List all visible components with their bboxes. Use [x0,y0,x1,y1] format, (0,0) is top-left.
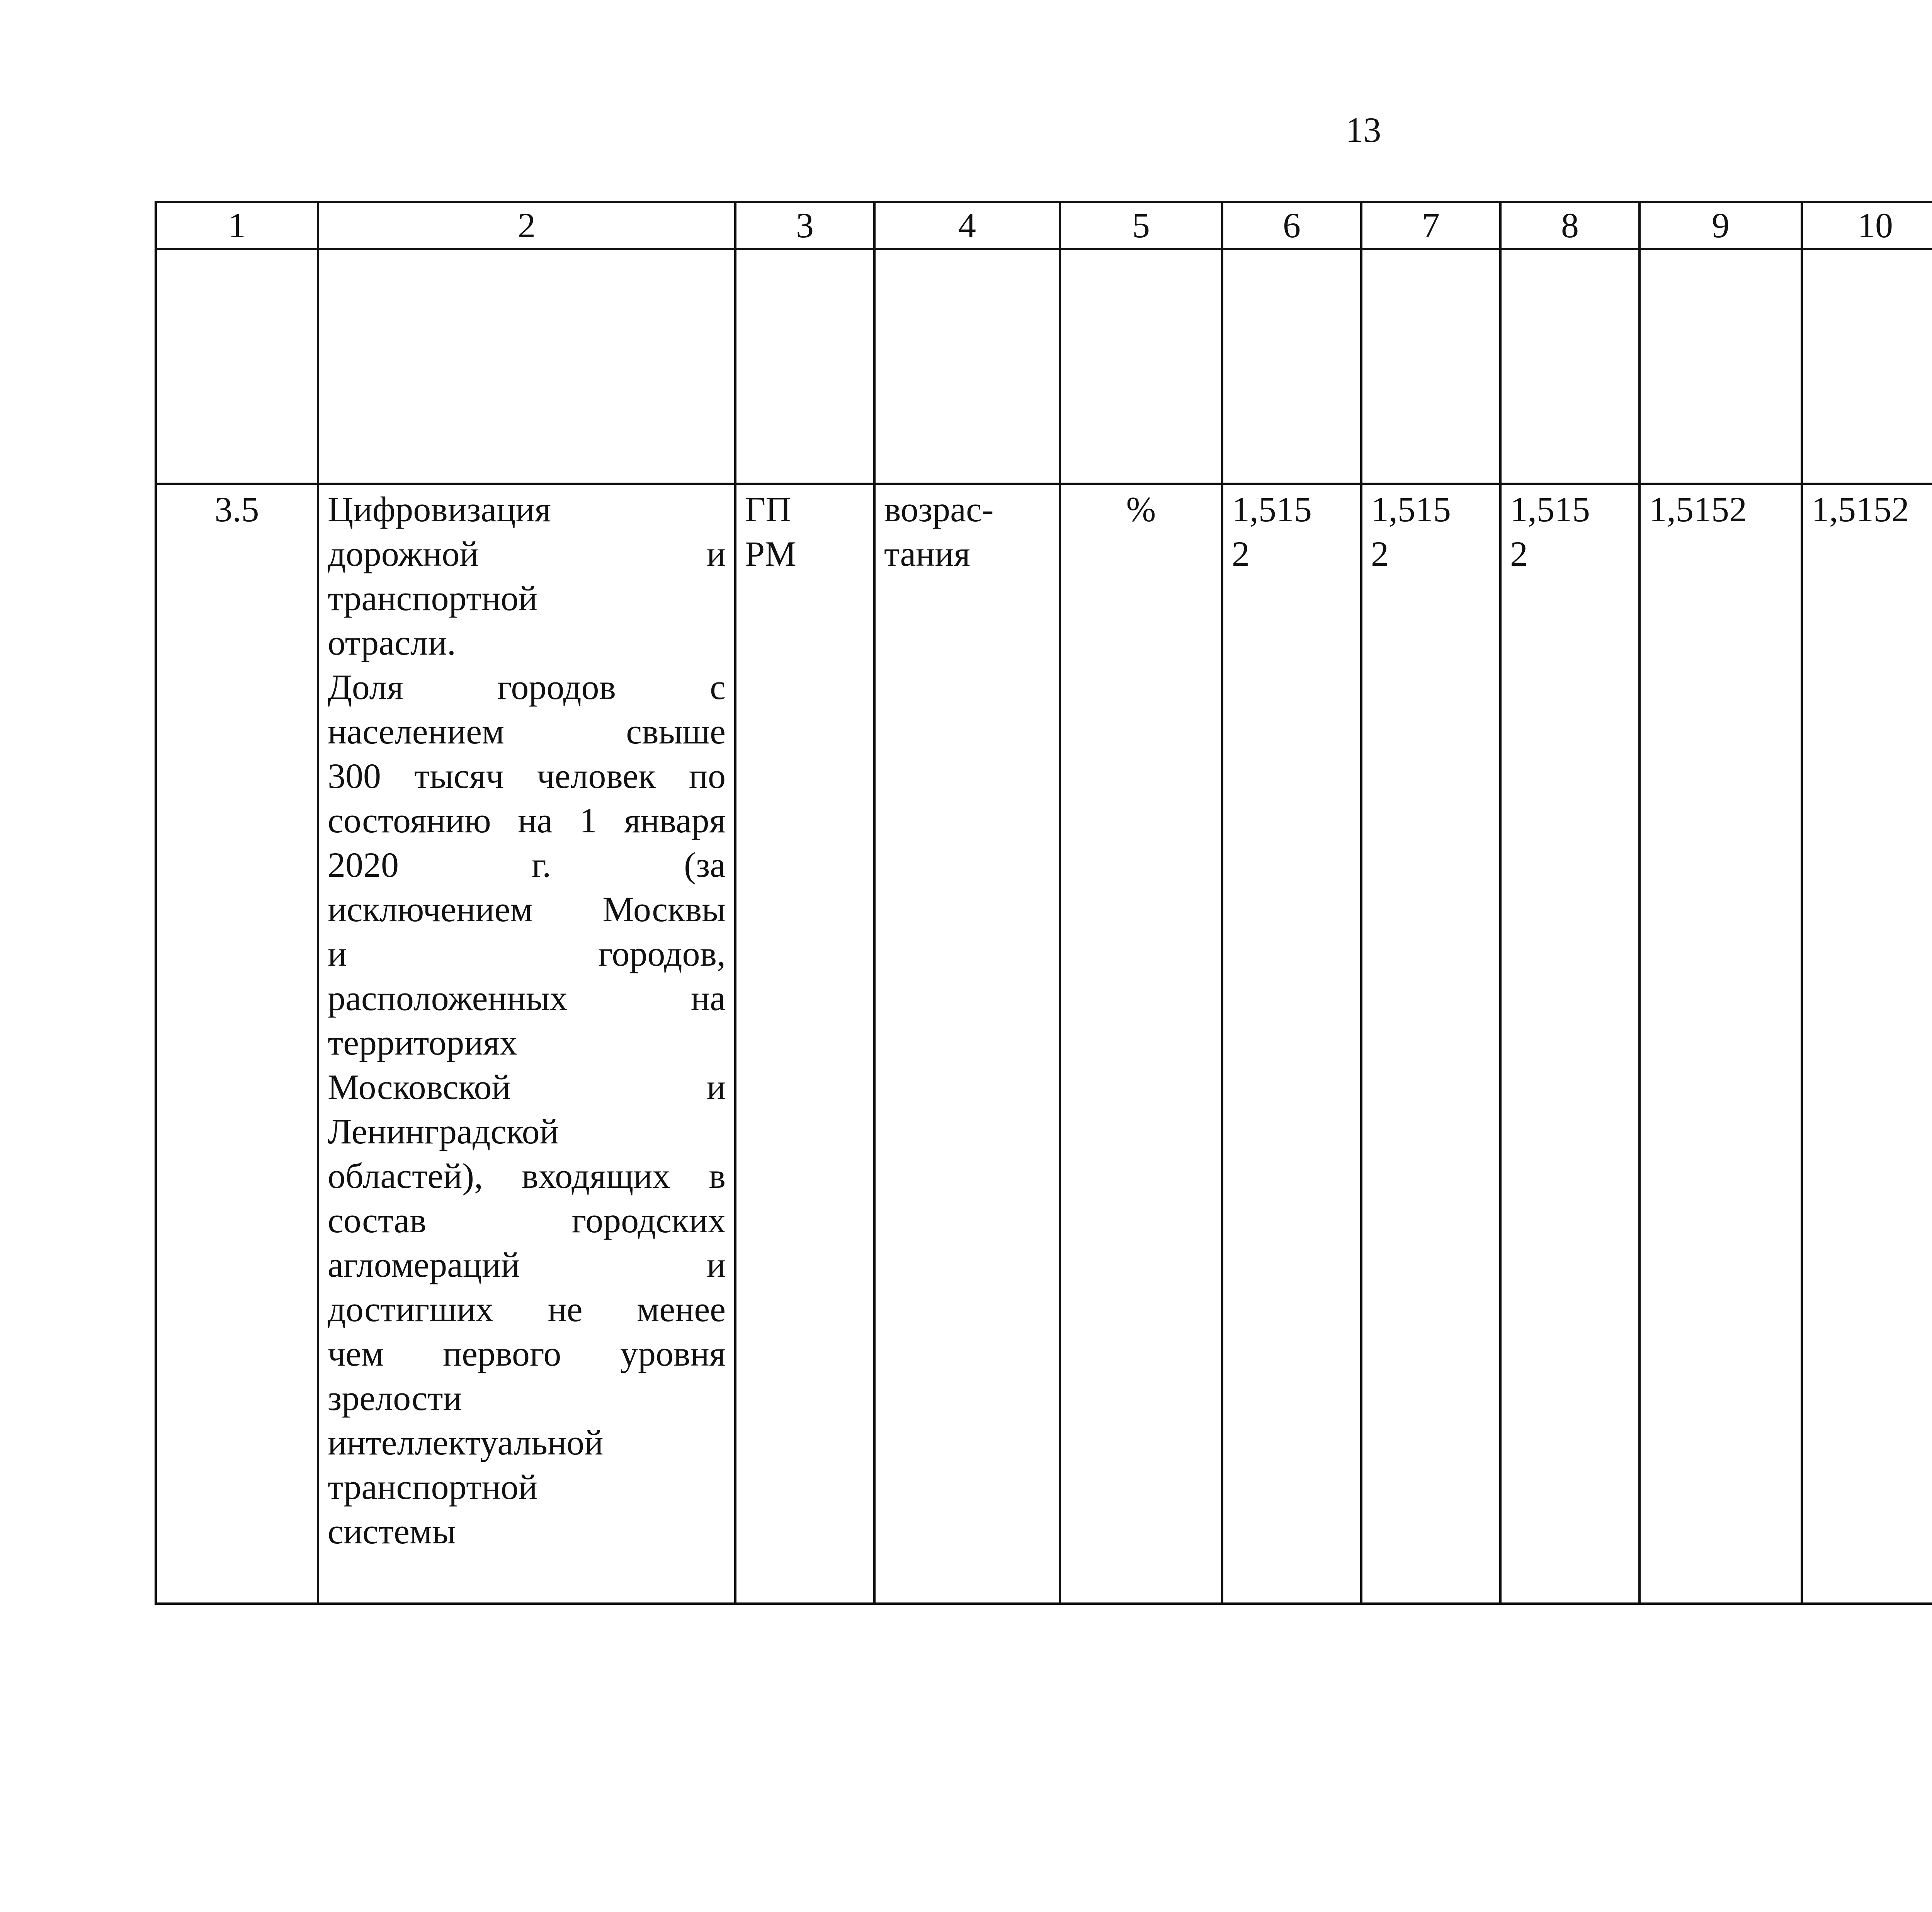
indicator-description [318,484,735,1604]
description-line: агломераций и [328,1245,726,1284]
header-cell: 10 [1802,202,1932,249]
value-cell: 1,5152 [1802,484,1932,1604]
value-cell: 1,5152 [1639,484,1802,1604]
header-cell: 4 [874,202,1060,249]
header-cell: 5 [1060,202,1222,249]
value-cell: 1,515 2 [1361,484,1500,1604]
description-line: состоянию на 1 января [328,801,726,840]
indicator-table [155,201,1932,1605]
table-cell [1639,249,1802,484]
table-cell [1060,249,1222,484]
table-cell [1361,249,1500,484]
description-line: транспортной [328,578,537,618]
trend-cell: возрас- тания [874,484,1060,1604]
description-line: населением свыше [328,712,726,751]
table-cell [874,249,1060,484]
header-cell: 6 [1222,202,1361,249]
description-line: 300 тысяч человек по [328,756,726,796]
page-number: 13 [1345,110,1381,150]
description-line: отрасли. [328,623,456,662]
value-cell: 1,515 2 [1222,484,1361,1604]
description-line: Московской и [328,1067,726,1107]
description-line: и городов, [328,934,726,973]
table-cell [1802,249,1932,484]
table-cell [1222,249,1361,484]
header-cell: 1 [156,202,318,249]
header-cell: 3 [735,202,874,249]
description-line: состав городских [328,1201,726,1240]
indicator-row [156,484,1932,1604]
description-line: областей), входящих в [328,1156,726,1196]
header-cell: 2 [318,202,735,249]
header-cell: 9 [1639,202,1802,249]
description-line: дорожной и [328,534,726,573]
description-line: интеллектуальной [328,1423,604,1462]
header-cell: 8 [1500,202,1639,249]
unit-cell: % [1060,484,1222,1604]
description-line: достигших не менее [328,1289,726,1329]
description-line: чем первого уровня [328,1334,726,1373]
table-cell [318,249,735,484]
table-cell [156,249,318,484]
description-line: транспортной [328,1467,537,1507]
description-line: территориях [328,1023,517,1062]
header-row [156,202,1932,249]
description-line: исключением Москвы [328,890,726,929]
header-cell: 7 [1361,202,1500,249]
description-line: Цифровизация [328,490,551,529]
description-line: зрелости [328,1378,462,1418]
description-line: расположенных на [328,978,726,1018]
description-line: 2020 г. (за [328,845,726,885]
table-cell [1500,249,1639,484]
value-cell: 1,515 2 [1500,484,1639,1604]
program-cell: ГП РМ [735,484,874,1604]
row-number: 3.5 [156,484,318,1604]
description-line: Ленинградской [328,1112,559,1151]
continuation-row [156,249,1932,484]
table-cell [735,249,874,484]
description-line: системы [328,1512,456,1551]
description-line: Доля городов с [328,667,726,707]
